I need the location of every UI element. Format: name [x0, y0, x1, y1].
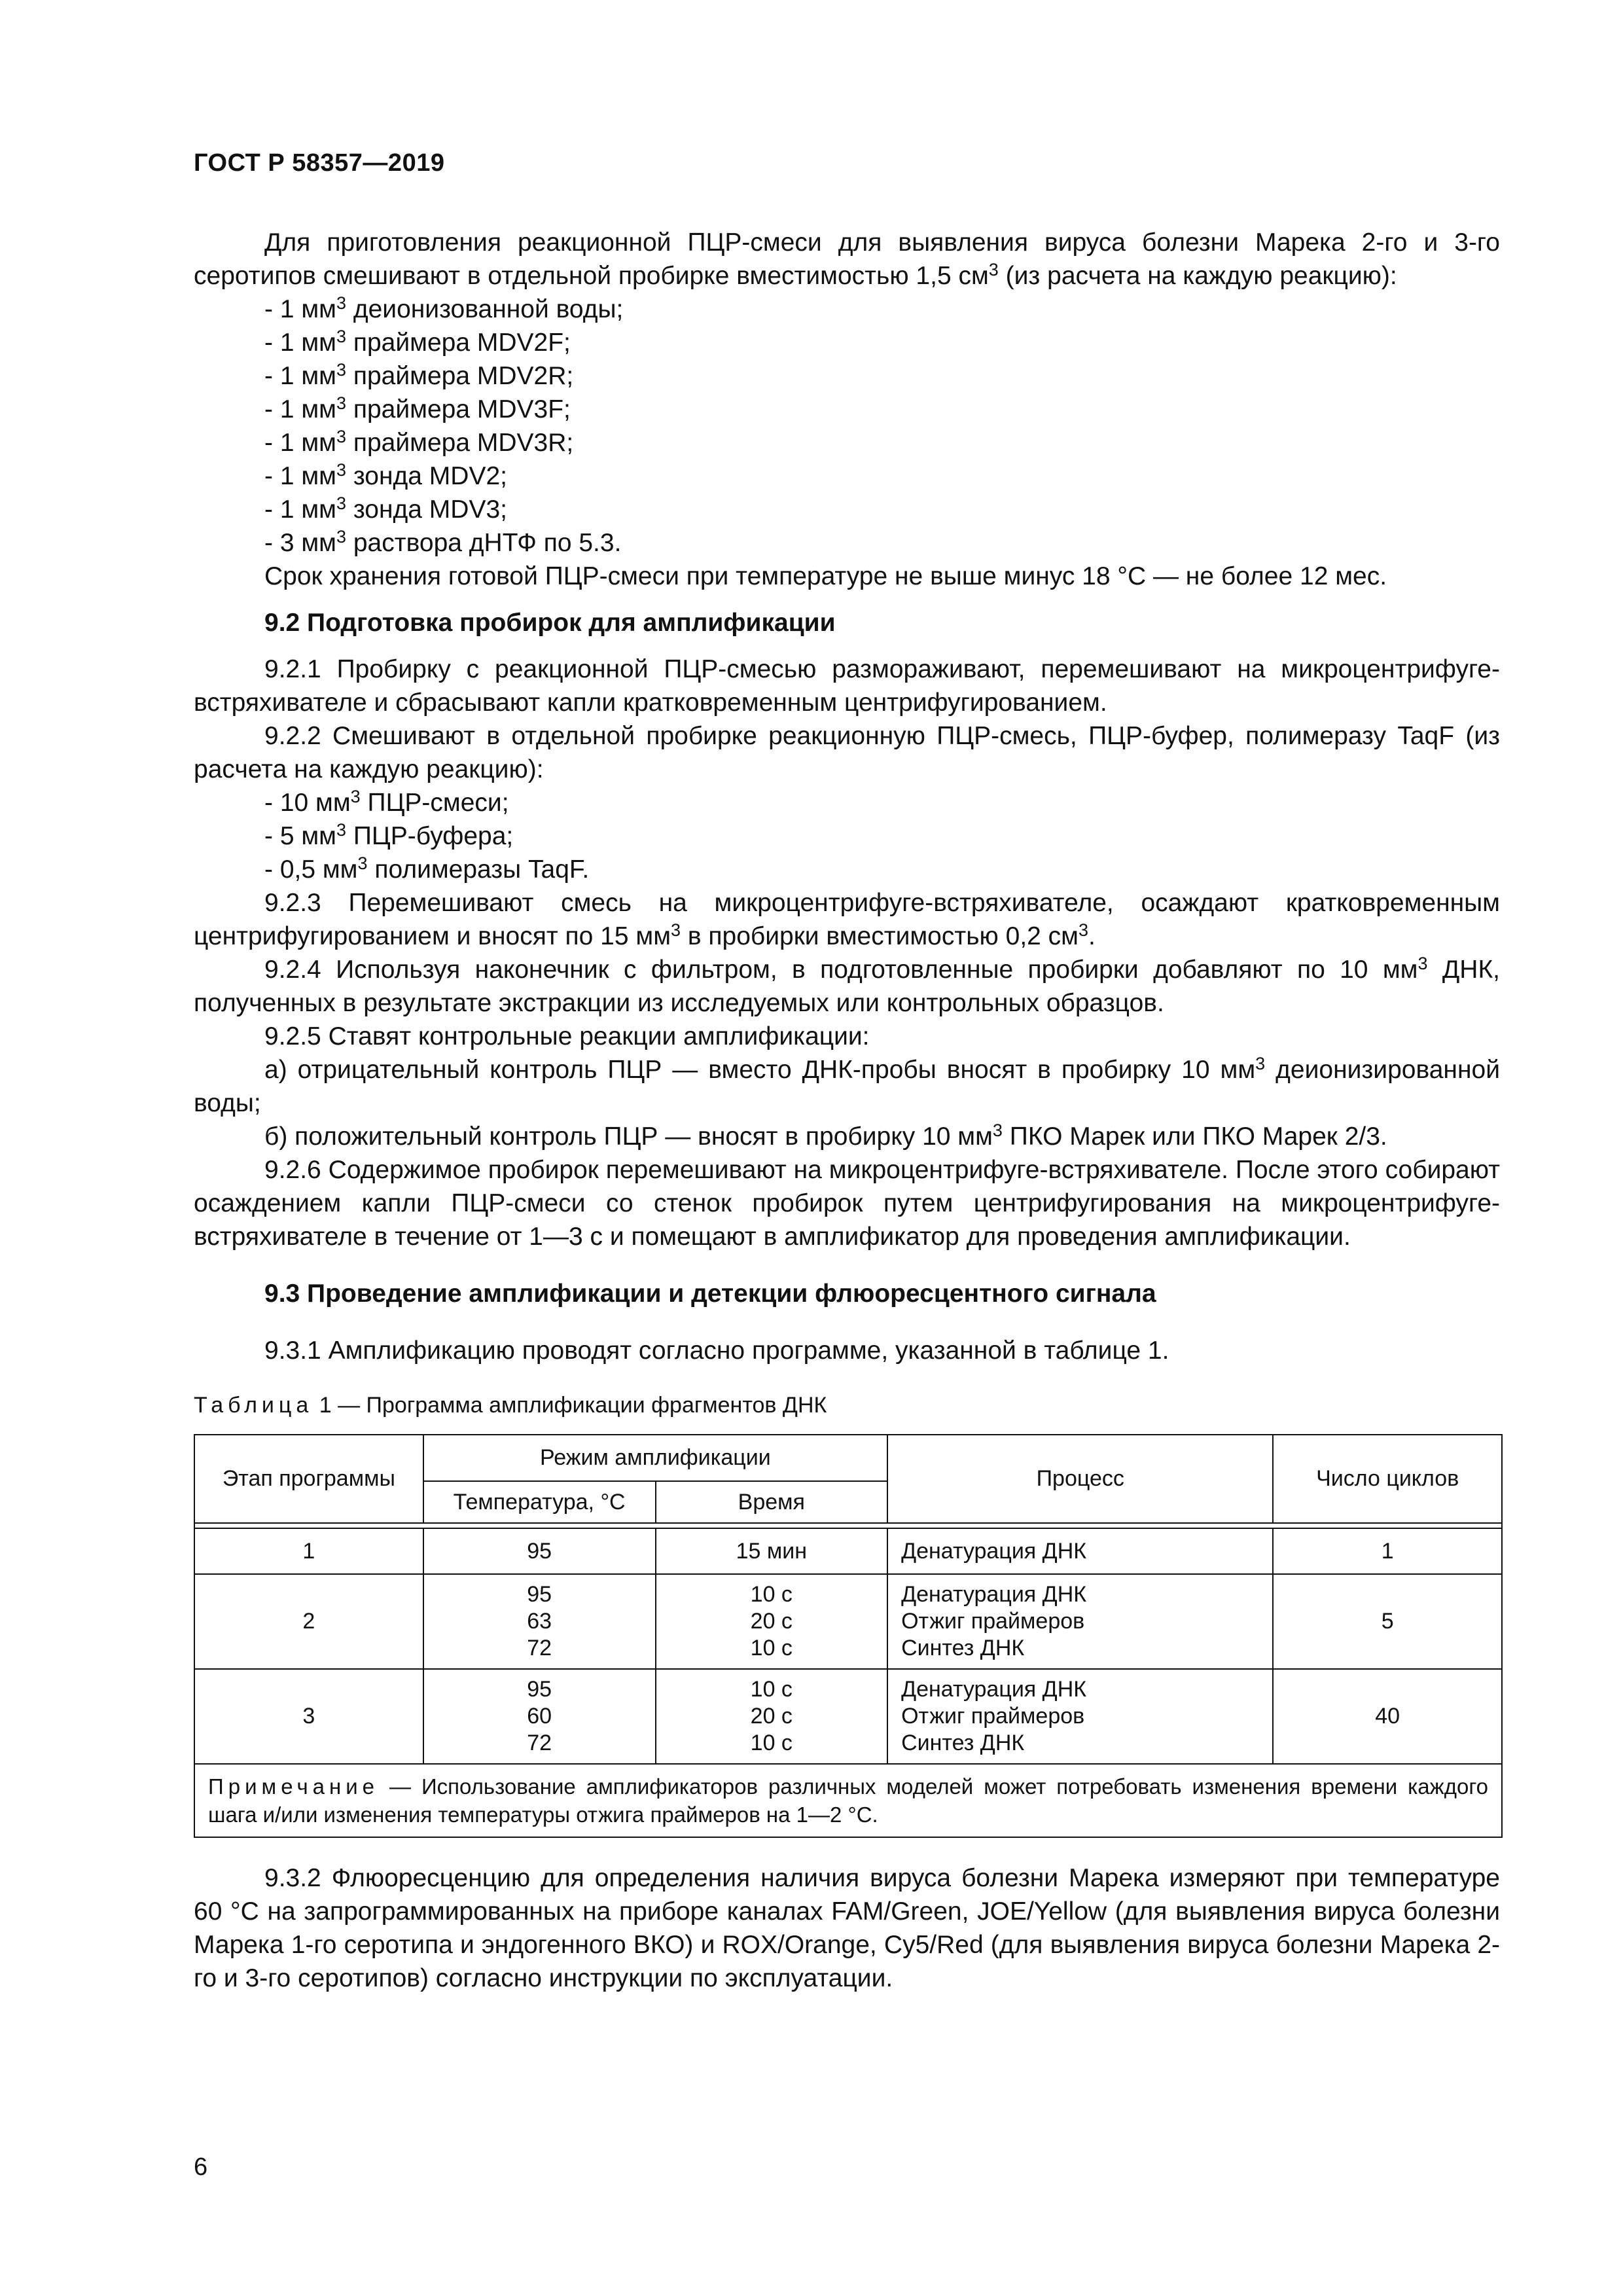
paragraph-9-2-4: 9.2.4 Используя наконечник с фильтром, в подготовленные пробирки добавляют по 10 $мм^3$ ДНК, полученных в результате экстракции из исследуемых или контрольных образцов. [194, 954, 1501, 1017]
table-note-row [194, 1764, 1502, 1837]
page-number: 6 [194, 2153, 208, 2181]
time-cell: 10 с 20 с 10 с [656, 1574, 888, 1669]
storage-paragraph: Срок хранения готовой ПЦР-смеси при температуре не выше минус 18 °С — не более 12 мес. [264, 562, 1387, 590]
process-cell: Денатурация ДНК Отжиг праймеров Синтез ДНК [887, 1669, 1273, 1764]
mix-intro-paragraph: Для приготовления реакционной ПЦР-смеси для выявления вируса болезни Марека 2-го и 3-го серотипов смешивают в отдельной пробирке вместимостью 1,5 $см^3$ (из расчета на каждую реакцию): [194, 228, 1500, 290]
paragraph-9-2-5-a: а) отрицательный контроль ПЦР — вместо ДНК-пробы вносят в пробирку 10 $мм^3$ деионизированной воды; [194, 1054, 1500, 1117]
process-cell: Денатурация ДНК [887, 1528, 1273, 1574]
document-body [194, 226, 1500, 1995]
list-item: - 0,5 $мм^3$ полимеразы TaqF. [264, 853, 590, 884]
header-process: Процесс [887, 1435, 1273, 1523]
stage-cell: 3 [194, 1669, 423, 1764]
list-item: - 1 $мм^3$ праймера MDV3R; [264, 427, 574, 457]
list-item: - 1 $мм^3$ праймера MDV3F; [264, 393, 571, 423]
table-header-row [194, 1435, 1502, 1481]
time-cell: 10 с 20 с 10 с [656, 1669, 888, 1764]
temperature-cell: 95 60 72 [423, 1669, 656, 1764]
table-row [194, 1528, 1502, 1574]
paragraph-9-3-2: 9.3.2 Флюоресценцию для определения наличия вируса болезни Марека измеряют при температуре 60 °С на запрограммированных на приборе каналах FAM/Green, JOE/Yellow (для выявления вируса болезни Марека 1-го серотипа и эндогенного ВКО) и ROX/Orange, Cy5/Red (для выявления вируса болезни Марека 2-го и 3-го серотипов) согласно инструкции по эксплуатации. [194, 1864, 1500, 1992]
document-code-header: ГОСТ Р 58357—2019 [194, 149, 445, 177]
list-item: - 1 $мм^3$ зонда MDV3; [264, 493, 507, 524]
table-row [194, 1574, 1502, 1669]
table-row [194, 1669, 1502, 1764]
cycles-cell: 1 [1273, 1528, 1502, 1574]
paragraph-9-2-6: 9.2.6 Содержимое пробирок перемешивают на микроцентрифуге-встряхивателе. После этого собирают осаждением капли ПЦР-смеси со стенок пробирок путем центрифугирования на микроцентрифуге-встряхивателе в течение от 1—3 с и помещают в амплификатор для проведения амплификации. [194, 1156, 1500, 1251]
list-item: - 1 $мм^3$ праймера MDV2F; [264, 327, 571, 357]
paragraph-9-2-2: 9.2.2 Смешивают в отдельной пробирке реакционную ПЦР-смесь, ПЦР-буфер, полимеразу TaqF (из расчета на каждую реакцию): [194, 722, 1500, 783]
mix-components-list [194, 293, 1500, 560]
header-time: Время [656, 1481, 888, 1523]
stage-cell: 1 [194, 1528, 423, 1574]
paragraph-9-2-5: 9.2.5 Ставят контрольные реакции амплификации: [264, 1022, 870, 1050]
header-cycles: Число циклов [1273, 1435, 1502, 1523]
stage-cell: 2 [194, 1574, 423, 1669]
temperature-cell: 95 [423, 1528, 656, 1574]
paragraph-9-3-1: 9.3.1 Амплификацию проводят согласно программе, указанной в таблице 1. [264, 1336, 1169, 1365]
mix-2-components-list [194, 786, 1500, 886]
table-note: Примечание — Использование амплификаторов различных моделей может потребовать изменения времени каждого шага и/или изменения температуры отжига праймеров на 1—2 °С. [194, 1764, 1502, 1837]
section-heading-9-2: 9.2 Подготовка пробирок для амплификации [264, 609, 836, 637]
list-item: - 5 $мм^3$ ПЦР-буфера; [264, 820, 514, 850]
time-cell: 15 мин [656, 1528, 888, 1574]
paragraph-9-2-1: 9.2.1 Пробирку с реакционной ПЦР-смесью размораживают, перемешивают на микроцентрифуге-встряхивателе и сбрасывают капли кратковременным центрифугированием. [194, 655, 1500, 717]
list-item: - 3 $мм^3$ раствора дНТФ по 5.3. [264, 527, 622, 557]
paragraph-9-2-3: 9.2.3 Перемешивают смесь на микроцентрифуге-встряхивателе, осаждают кратковременным центрифугированием и вносят по 15 $мм^3$ в пробирки вместимостью 0,2 $см^3$. [194, 889, 1500, 950]
temperature-cell: 95 63 72 [423, 1574, 656, 1669]
paragraph-9-2-5-b: б) положительный контроль ПЦР — вносят в пробирку 10 $мм^3$ ПКО Марек или ПКО Марек 2/3. [264, 1121, 1387, 1151]
table-caption: Таблица 1 — Программа амплификации фрагментов ДНК [194, 1393, 827, 1418]
header-stage: Этап программы [194, 1435, 423, 1523]
list-item: - 1 $мм^3$ праймера MDV2R; [264, 360, 574, 390]
section-heading-9-3: 9.3 Проведение амплификации и детекции флюоресцентного сигнала [264, 1280, 1156, 1308]
list-item: - 1 $мм^3$ деионизованной воды; [264, 293, 624, 323]
list-item: - 10 $мм^3$ ПЦР-смеси; [264, 787, 509, 817]
cycles-cell: 40 [1273, 1669, 1502, 1764]
amplification-program-table [194, 1434, 1503, 1838]
process-cell: Денатурация ДНК Отжиг праймеров Синтез ДНК [887, 1574, 1273, 1669]
header-temperature: Температура, °С [423, 1481, 656, 1523]
list-item: - 1 $мм^3$ зонда MDV2; [264, 460, 507, 490]
cycles-cell: 5 [1273, 1574, 1502, 1669]
header-mode: Режим амплификации [423, 1435, 887, 1481]
